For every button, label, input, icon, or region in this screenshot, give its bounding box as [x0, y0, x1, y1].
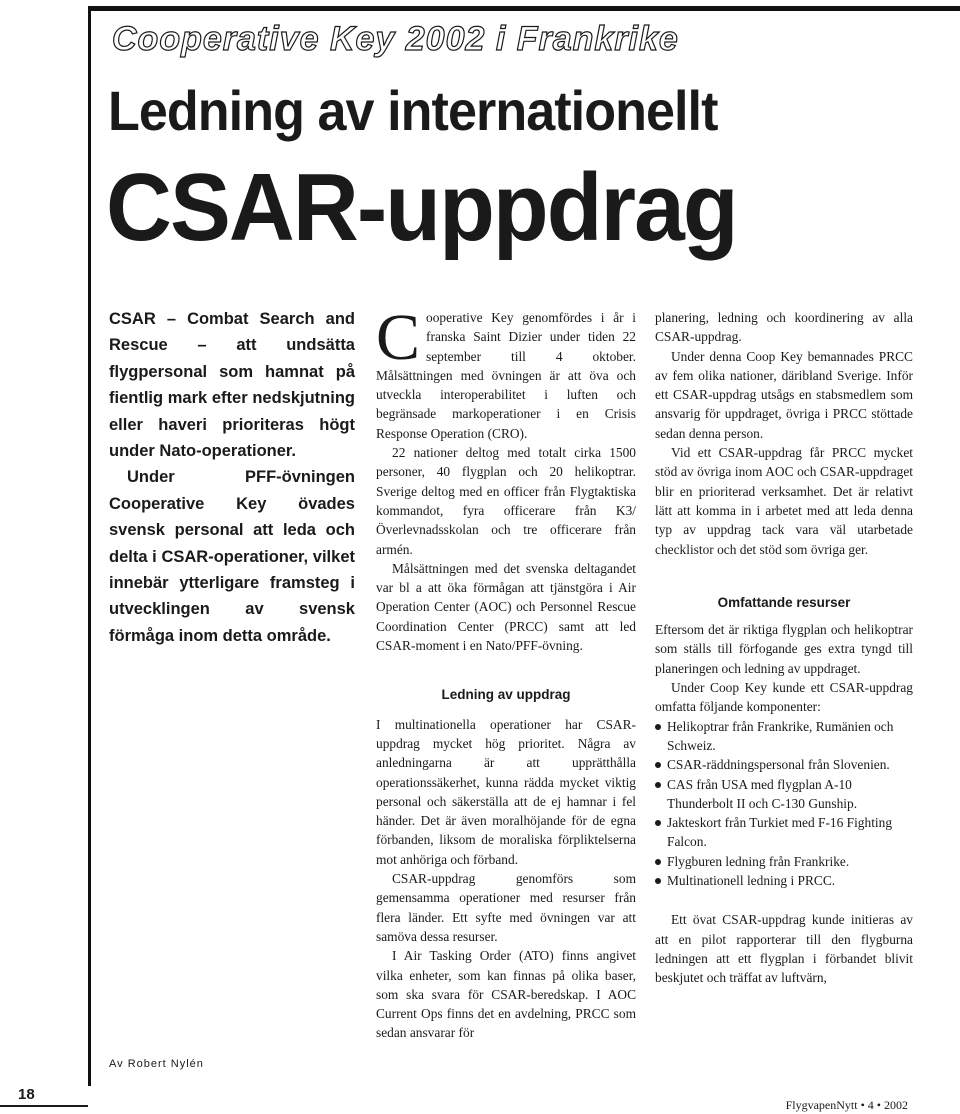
- body-paragraph: CSAR-uppdrag genomförs som gemensamma operationer med resurser från flera länder. Ett syfte med övningen var att samöva dessa resurser.: [376, 871, 636, 944]
- page-number: 18: [18, 1086, 35, 1103]
- body-paragraph: 22 nationer deltog med totalt cirka 1500 personer, 40 flygplan och 20 helikoptrar. Sverige deltog med en officer från Flygtaktiska kommandot, fyra officerare från K3/Överlevnadsskolan och tre officerare från armén.: [376, 445, 636, 557]
- list-item: CAS från USA med flygplan A-10 Thunderbolt II och C-130 Gunship.: [655, 775, 913, 814]
- list-item: Flygburen ledning från Frankrike.: [655, 852, 913, 871]
- body-paragraph: Under denna Coop Key bemannades PRCC av fem olika nationer, däribland Sverige. Inför ett CSAR-uppdrag utsågs en stabsmedlem som ansvarig för uppdraget, övriga i PRCC stöttade sedan denna person.: [655, 348, 913, 441]
- body-column-2: [376, 301, 636, 1043]
- body-paragraph: Under Coop Key kunde ett CSAR-uppdrag omfatta följande komponenter:: [655, 680, 913, 715]
- list-item: Jakteskort från Turkiet med F-16 Fighting Falcon.: [655, 813, 913, 852]
- body-paragraph: planering, ledning och koordinering av alla CSAR-uppdrag.: [655, 310, 913, 345]
- ingress-paragraph: CSAR – Combat Search and Rescue – att undsätta flygpersonal som hamnat på fientlig mark efter nedskjutning eller haveri prioriteras högt under Nato-operationer.: [109, 310, 355, 461]
- byline: Av Robert Nylén: [109, 1058, 204, 1070]
- component-list: [655, 717, 913, 891]
- body-text: ooperative Key genomfördes i år i franska Saint Dizier under tiden 22 september till 4 oktober. Målsättningen med övningen är att öva och utveckla interoperabilitet i luften och begränsade markoperationer i en Crisis Response Operation (CRO).: [376, 310, 636, 441]
- list-item: Multinationell ledning i PRCC.: [655, 871, 913, 890]
- list-item: CSAR-räddningspersonal från Slovenien.: [655, 755, 913, 774]
- section-heading: Ledning av uppdrag: [441, 687, 571, 703]
- article-kicker: Cooperative Key 2002 i Frankrike: [112, 20, 679, 58]
- left-rule: [88, 6, 91, 1086]
- ingress: [109, 306, 355, 649]
- footer-rule: [0, 1105, 88, 1107]
- body-paragraph: I Air Tasking Order (ATO) finns angivet vilka enheter, som kan finnas på olika baser, som ska svara för CSAR-beredskap. I AOC Current Ops finns det en avdelning, PRCC som sedan ansvarar för: [376, 948, 636, 1041]
- body-paragraph: [376, 301, 636, 443]
- body-column-3: [655, 308, 913, 988]
- list-item: Helikoptrar från Frankrike, Rumänien och Schweiz.: [655, 717, 913, 756]
- ingress-paragraph: Under PFF-övningen Cooperative Key övades svensk personal att leda och delta i CSAR-operationer, vilket innebär ytterligare framsteg i utvecklingen av svensk förmåga inom detta område.: [109, 468, 355, 645]
- spacer: [655, 890, 913, 910]
- body-paragraph: I multinationella operationer har CSAR-uppdrag mycket hög prioritet. Några av anledningarna är att upprätthålla operationssäkerhet, kunna rädda mycket viktig personal och säkerställa att de ej hamnar i fel händer. Det är även moralhöjande för de egna förbanden, liksom de moraliska förpliktelserna mot anhöriga och förband.: [376, 716, 636, 867]
- article-title-line2: CSAR-uppdrag: [106, 154, 737, 261]
- section-heading: Omfattande resurser: [717, 594, 851, 610]
- article-title-line1: Ledning av internationellt: [108, 79, 718, 142]
- body-paragraph: Ett övat CSAR-uppdrag kunde initieras av att en pilot rapporterar till den flygburna ledningen att ett flygplan i förbandet blivit beskjutet och träffat av luftvärn,: [655, 912, 913, 986]
- body-paragraph: Vid ett CSAR-uppdrag får PRCC mycket stöd av övriga inom AOC och CSAR-uppdraget blir en prioriterad verksamhet. Det är relativt lätt att komma in i arbetet med att leda denna typ av uppdrag tack vara väl utarbetade checklistor och det stöd som övriga ger.: [655, 445, 913, 557]
- body-paragraph: Målsättningen med det svenska deltagandet var bl a att öka förmågan att tjänstgöra i Air Operation Center (AOC) och Personnel Rescue Coordination Center (PRCC) samt att led CSAR-moment i en Nato/PFF-övning.: [376, 560, 636, 654]
- drop-cap: C: [376, 301, 421, 374]
- top-rule: [88, 6, 960, 11]
- body-paragraph: Eftersom det är riktiga flygplan och helikoptrar som ställs till förfogande ges extra tyngd till planeringen och ledning av uppdraget.: [655, 622, 913, 676]
- publication-footer: FlygvapenNytt • 4 • 2002: [785, 1098, 908, 1112]
